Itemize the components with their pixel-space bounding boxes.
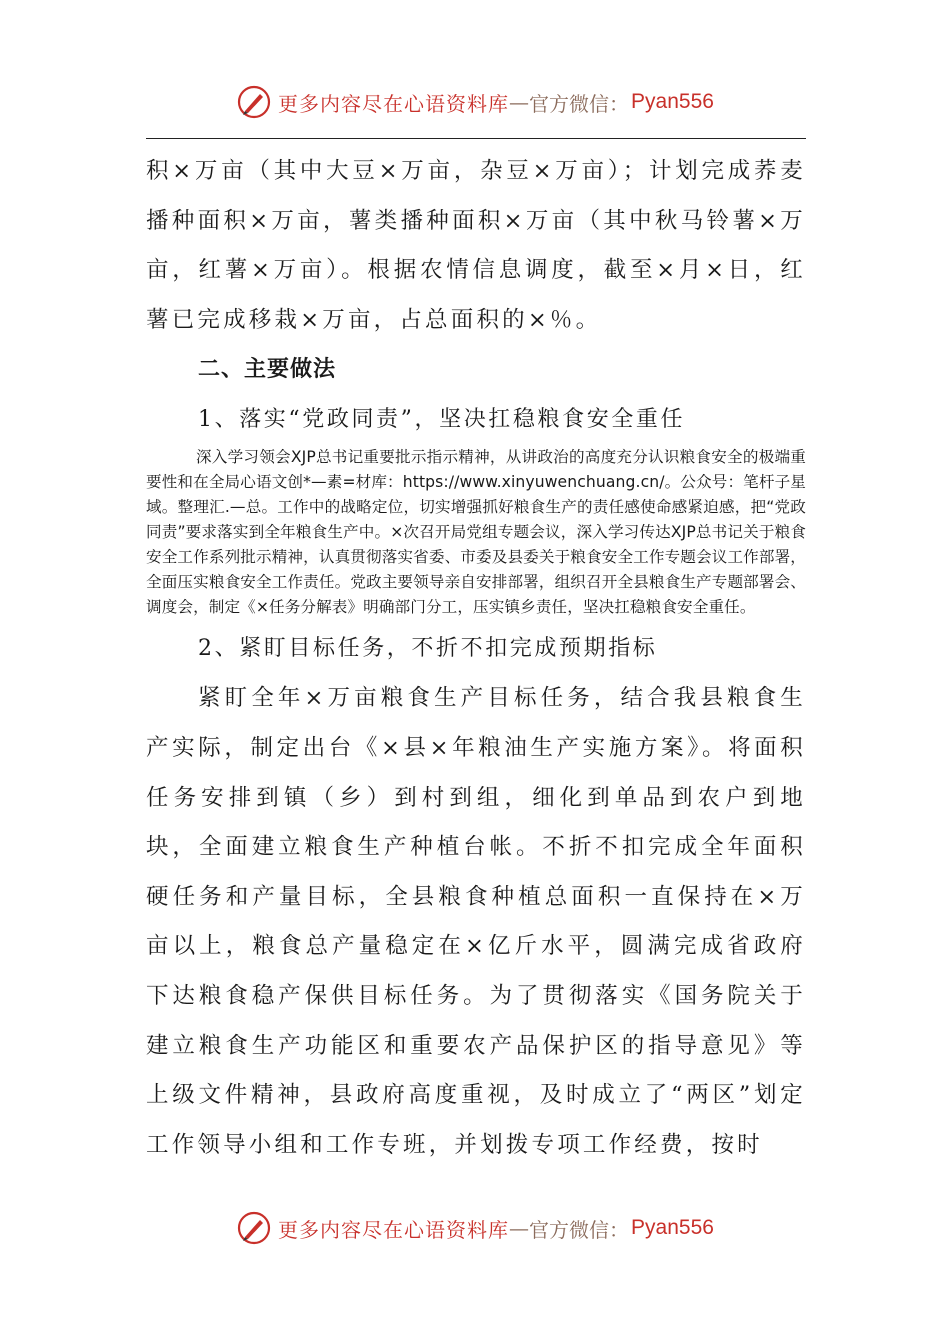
paragraph-main: 紧盯全年×万亩粮食生产目标任务，结合我县粮食生产实际，制定出台《×县×年粮油生产实施方案》。将面积任务安排到镇（乡）到村到组，细化到单品到农户到地块，全面建立粮食生产种植台帐。不折不扣完成全年面积硬任务和产量目标，全县粮食种植总面积一直保持在×万亩以上，粮食总产量稳定在×亿斤水平，圆满完成省政府下达粮食稳产保供目标任务。为了贯彻落实《国务院关于建立粮食生产功能区和重要农产品保护区的指导意见》等上级文件精神，县政府高度重视，及时成立了“两区”划定工作领导小组和工作专班，并划拨专项工作经费，按时 (146, 685, 806, 1158)
pen-logo-icon (236, 84, 272, 120)
banner-dash: — (509, 90, 530, 114)
pen-logo-icon (236, 1210, 272, 1246)
footer-banner (0, 1206, 950, 1250)
banner-wechat-id: Pyan556 (631, 90, 714, 113)
header-banner (0, 80, 950, 124)
banner-dash: — (509, 1216, 530, 1240)
paragraph-continuation: 积×万亩（其中大豆×万亩，杂豆×万亩）；计划完成荞麦播种面积×万亩，薯类播种面积×万亩（其中秋马铃薯×万亩，红薯×万亩）。根据农情信息调度，截至×月×日，红薯已完成移栽×万亩，占总面积的×％。 (146, 158, 806, 333)
document-body (146, 147, 806, 1170)
section-heading: 二、主要做法 (198, 357, 337, 383)
banner-wechat-id: Pyan556 (631, 1216, 714, 1239)
subsection-heading-1: 1、落实“党政同责”，坚决扛稳粮食安全重任 (198, 407, 686, 433)
banner-wechat-label: 官方微信： (529, 91, 630, 116)
paragraph-small: 深入学习领会XJP总书记重要批示指示精神，从讲政治的高度充分认识粮食安全的极端重要性和在全局心语文创*—素=材库：https://www.xinyuwenchuang.cn/。公众号：笔杆子星域。整理汇.—总。工作中的战略定位，切实增强抓好粮食生产的责任感使命感紧迫感，把“党政同责”要求落实到全年粮食生产中。×次召开局党组专题会议，深入学习传达XJP总书记关于粮食安全工作系列批示精神，认真贯彻落实省委、市委及县委关于粮食安全工作专题会议工作部署，全面压实粮食安全工作责任。党政主要领导亲自安排部署，组织召开全县粮食生产专题部署会、调度会，制定《×任务分解表》明确部门分工，压实镇乡责任，坚决扛稳粮食安全重任。 (146, 448, 806, 617)
banner-text: 更多内容尽在心语资料库 (278, 1217, 510, 1242)
banner-wechat-label: 官方微信： (529, 1217, 630, 1242)
banner-text: 更多内容尽在心语资料库 (278, 91, 510, 116)
header-rule (146, 138, 806, 139)
subsection-heading-2: 2、紧盯目标任务，不折不扣完成预期指标 (198, 636, 658, 662)
